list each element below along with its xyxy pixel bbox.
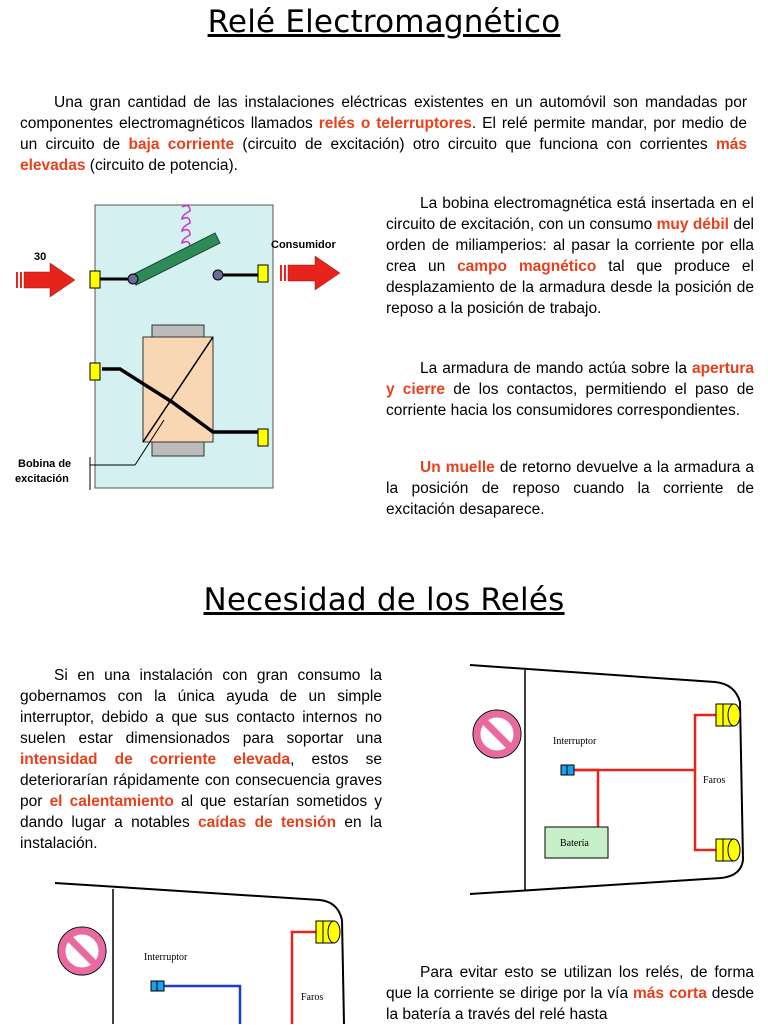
input-arrow <box>16 263 75 297</box>
terminal-86 <box>258 429 268 446</box>
label-faros-bottom: Faros <box>301 992 324 1003</box>
car-diagram-relay <box>50 880 410 1024</box>
terminal-85 <box>90 363 100 380</box>
armadura-paragraph: La armadura de mando actúa sobre la apertura y cierre de los contactos, permitiendo el paso de corriente hacia los consumidores correspondientes. <box>386 360 754 419</box>
fixed-contact-right <box>213 270 223 280</box>
headlight-bottom-diagram <box>316 921 340 943</box>
label-bateria: Batería <box>560 838 589 849</box>
section-title-rele: Relé Electromagnético <box>207 4 561 40</box>
bobina-paragraph: La bobina electromagnética está insertada en el circuito de excitación, con un consumo muy débil del orden de miliamperios: al pasar la corriente por ella crea un campo magnético tal que produce el desplazamiento de la armadura desde la posición de reposo a la posición de trabajo. <box>386 195 755 317</box>
muelle-paragraph: Un muelle de retorno devuelve a la armadura a la posición de reposo cuando la corriente de excitación desaparece. <box>386 459 754 518</box>
terminal-30 <box>90 271 100 288</box>
label-interruptor: Interruptor <box>553 736 597 747</box>
section-title-necesidad: Necesidad de los Relés <box>203 582 565 618</box>
label-consumidor: Consumidor <box>271 239 336 251</box>
core-bottom <box>152 442 204 456</box>
necesidad-paragraph: Si en una instalación con gran consumo la gobernamos con la única ayuda de un simple interruptor, debido a que sus contacto internos no suelen estar dimensionados para soportar una intensidad de corriente elevada, estos se deteriorarían rápidamente con consecuencia graves por el calentamiento al que estarían sometidos y dando lugar a notables caídas de tensión en la instalación. <box>20 667 382 852</box>
relay-diagram <box>10 195 370 515</box>
terminal-87 <box>258 265 268 282</box>
label-bobina-line2: excitación <box>15 473 69 485</box>
output-arrow <box>280 256 340 290</box>
relay-solution-paragraph: Para evitar esto se utilizan los relés, de forma que la corriente se dirige por la vía más corta desde la batería a través del relé hasta <box>386 964 754 1023</box>
car-diagram-direct <box>465 660 765 895</box>
fixed-contact-left <box>128 274 138 284</box>
prohibited-icon-bottom <box>58 927 106 975</box>
core-top <box>152 325 204 337</box>
label-faros: Faros <box>703 775 726 786</box>
label-bobina-line1: Bobina de <box>18 458 72 470</box>
headlight-bottom <box>716 839 740 861</box>
label-interruptor-bottom: Interruptor <box>144 952 188 963</box>
intro-paragraph: Una gran cantidad de las instalaciones eléctricas existentes en un automóvil son mandadas por componentes electromagnéticos llamados relés o telerruptores. El relé permite mandar, por medio de un circuito de baja corriente (circuito de excitación) otro circuito que funciona con corrientes más elevadas (circuito de potencia). <box>20 94 747 174</box>
prohibited-icon <box>473 710 521 758</box>
headlight-top <box>716 704 740 726</box>
label-30: 30 <box>34 251 47 263</box>
